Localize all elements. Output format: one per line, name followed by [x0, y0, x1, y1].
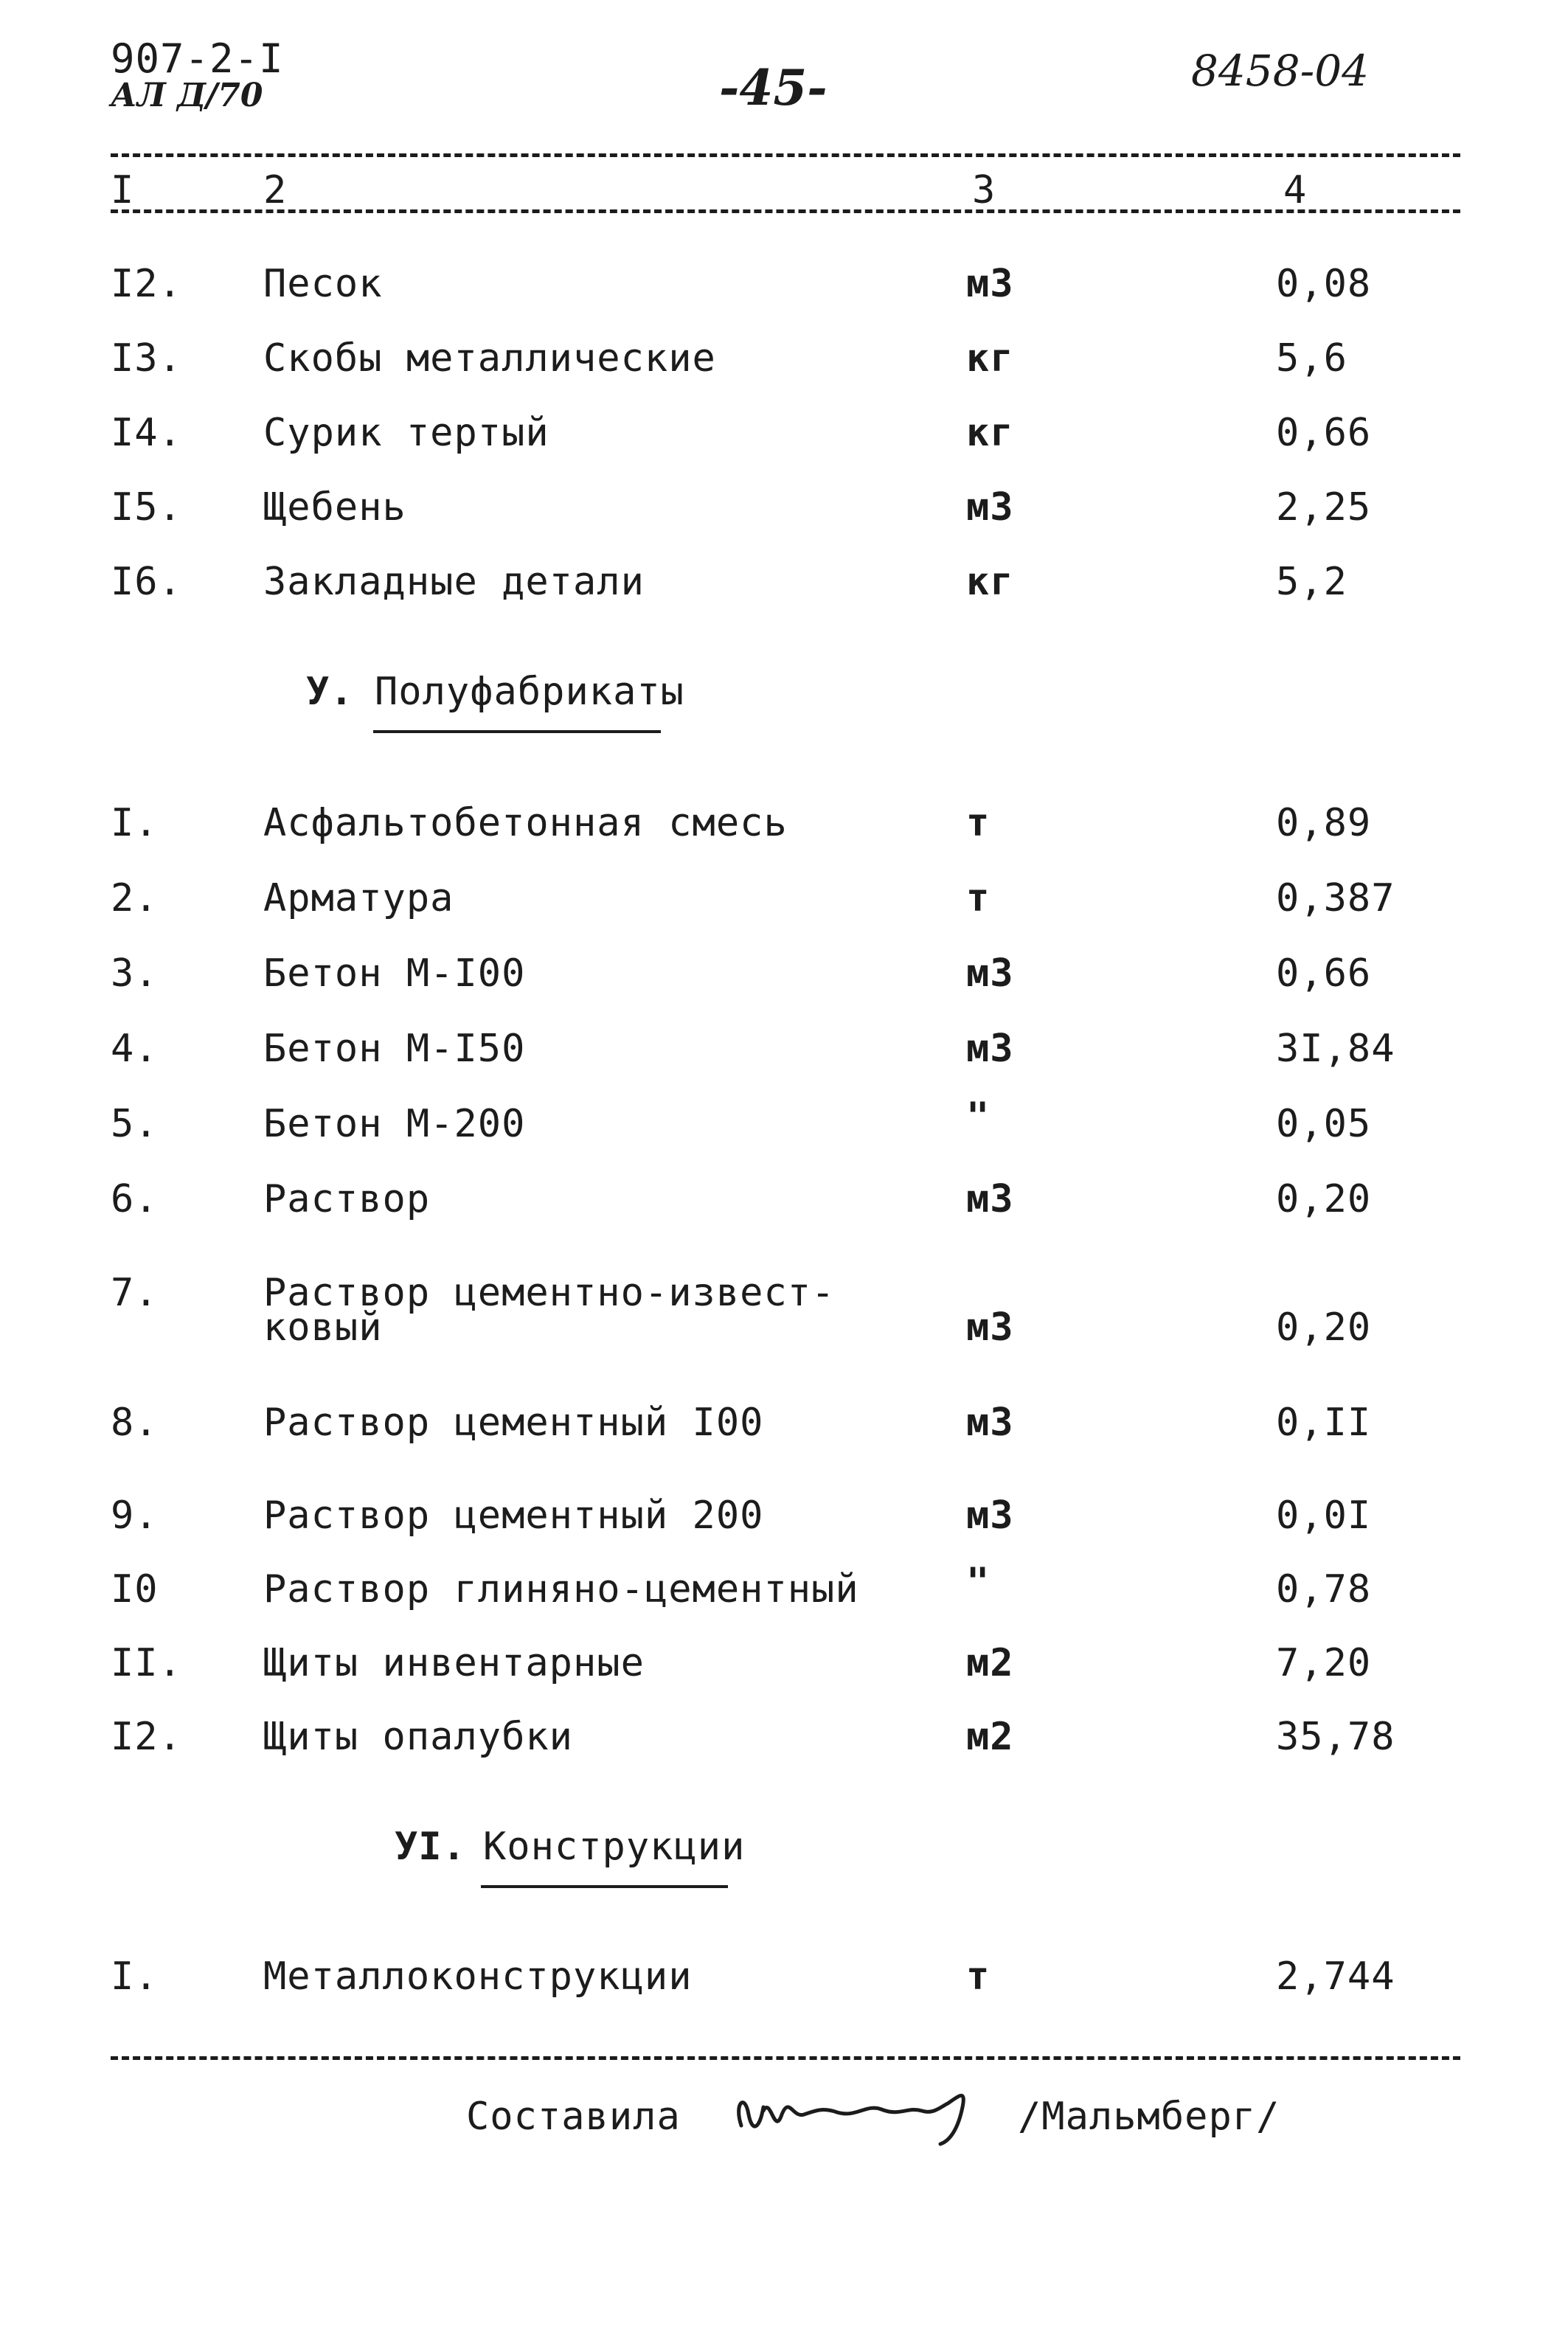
- row-name: Раствор глиняно-цементный: [263, 1567, 859, 1612]
- section-vi-title: Конструкции: [483, 1825, 746, 1869]
- document-code: 907-2-I: [111, 35, 284, 82]
- row-number: II.: [111, 1641, 182, 1685]
- row-name-line2: ковый: [263, 1305, 383, 1350]
- row-quantity: 0,66: [1276, 951, 1372, 996]
- row-quantity: 0,78: [1276, 1567, 1372, 1612]
- row-quantity: 2,744: [1276, 1954, 1395, 1999]
- column-number-4: 4: [1283, 168, 1308, 212]
- row-quantity: 0,20: [1276, 1305, 1372, 1350]
- row-quantity: 0,08: [1276, 262, 1372, 306]
- row-name: Раствор цементный I00: [263, 1401, 764, 1445]
- row-unit: м3: [966, 1177, 1014, 1221]
- row-unit: м3: [966, 951, 1014, 996]
- header-rule: [111, 153, 1460, 157]
- row-unit: кг: [966, 336, 1014, 381]
- row-unit: кг: [966, 411, 1014, 455]
- row-number: I5.: [111, 485, 182, 530]
- row-number: 8.: [111, 1401, 159, 1445]
- section-v-title: Полуфабрикаты: [375, 670, 684, 714]
- row-number: 3.: [111, 951, 159, 996]
- row-unit: м3: [966, 1027, 1014, 1071]
- row-quantity: 0,05: [1276, 1102, 1372, 1146]
- row-unit: т: [966, 1954, 991, 1999]
- row-name: Щиты опалубки: [263, 1715, 573, 1759]
- signature-scribble: [719, 2074, 1007, 2155]
- row-quantity: 0,20: [1276, 1177, 1372, 1221]
- column-number-2: 2: [263, 168, 288, 212]
- composed-by-label: Составила: [466, 2095, 681, 2139]
- row-number: I.: [111, 1954, 159, 1999]
- row-quantity: 35,78: [1276, 1715, 1395, 1759]
- row-quantity: 0,II: [1276, 1401, 1372, 1445]
- row-quantity: 5,6: [1276, 336, 1347, 381]
- row-number: I6.: [111, 560, 182, 604]
- row-number: I3.: [111, 336, 182, 381]
- row-unit: ": [966, 1095, 991, 1139]
- row-number: 5.: [111, 1102, 159, 1146]
- row-quantity: 3I,84: [1276, 1027, 1395, 1071]
- section-v-numeral: У.: [306, 670, 354, 714]
- row-name: Щиты инвентарные: [263, 1641, 645, 1685]
- row-unit: м2: [966, 1641, 1014, 1685]
- row-name-line1: Раствор цементно-извест-: [263, 1271, 836, 1315]
- row-unit: м3: [966, 485, 1014, 530]
- row-unit: м3: [966, 1305, 1014, 1350]
- row-name: Щебень: [263, 485, 406, 530]
- column-number-rule: [111, 209, 1460, 213]
- row-unit: м3: [966, 1401, 1014, 1445]
- row-number: 7.: [111, 1271, 159, 1315]
- row-quantity: 0,0I: [1276, 1494, 1372, 1538]
- row-unit: м3: [966, 262, 1014, 306]
- row-quantity: 0,89: [1276, 801, 1372, 845]
- row-unit: т: [966, 876, 991, 920]
- row-number: 4.: [111, 1027, 159, 1071]
- row-unit: ": [966, 1560, 991, 1604]
- section-vi-numeral: УI.: [395, 1825, 466, 1869]
- row-quantity: 5,2: [1276, 560, 1347, 604]
- signature: [719, 2074, 1007, 2155]
- row-number: 6.: [111, 1177, 159, 1221]
- row-number: 9.: [111, 1494, 159, 1538]
- column-number-1: I: [111, 168, 135, 212]
- row-unit: кг: [966, 560, 1014, 604]
- row-quantity: 0,387: [1276, 876, 1395, 920]
- row-quantity: 0,66: [1276, 411, 1372, 455]
- section-vi-underline: [481, 1885, 728, 1888]
- inventory-number: 8458-04: [1191, 46, 1370, 96]
- row-name: Бетон М-200: [263, 1102, 526, 1146]
- album-code: АЛ Д/70: [111, 77, 263, 114]
- row-unit: м3: [966, 1494, 1014, 1538]
- row-name: Раствор: [263, 1177, 431, 1221]
- row-number: I2.: [111, 1715, 182, 1759]
- section-v-underline: [373, 730, 661, 733]
- row-unit: т: [966, 801, 991, 845]
- row-number: I.: [111, 801, 159, 845]
- row-name: Бетон М-I00: [263, 951, 526, 996]
- row-unit: м2: [966, 1715, 1014, 1759]
- footer-rule: [111, 2056, 1460, 2060]
- row-name: Арматура: [263, 876, 454, 920]
- row-number: I0: [111, 1567, 159, 1612]
- row-number: I4.: [111, 411, 182, 455]
- row-number: I2.: [111, 262, 182, 306]
- row-name: Скобы металлические: [263, 336, 716, 381]
- row-name: Асфальтобетонная смесь: [263, 801, 788, 845]
- row-name: Бетон М-I50: [263, 1027, 526, 1071]
- row-number: 2.: [111, 876, 159, 920]
- row-name: Раствор цементный 200: [263, 1494, 764, 1538]
- row-quantity: 2,25: [1276, 485, 1372, 530]
- column-number-3: 3: [972, 168, 996, 212]
- row-name: Песок: [263, 262, 383, 306]
- row-name: Сурик тертый: [263, 411, 549, 455]
- row-quantity: 7,20: [1276, 1641, 1372, 1685]
- row-name: Металлоконструкции: [263, 1954, 693, 1999]
- composer-name: /Мальмберг/: [1018, 2095, 1280, 2139]
- row-name: Закладные детали: [263, 560, 645, 604]
- page-number: -45-: [719, 59, 828, 117]
